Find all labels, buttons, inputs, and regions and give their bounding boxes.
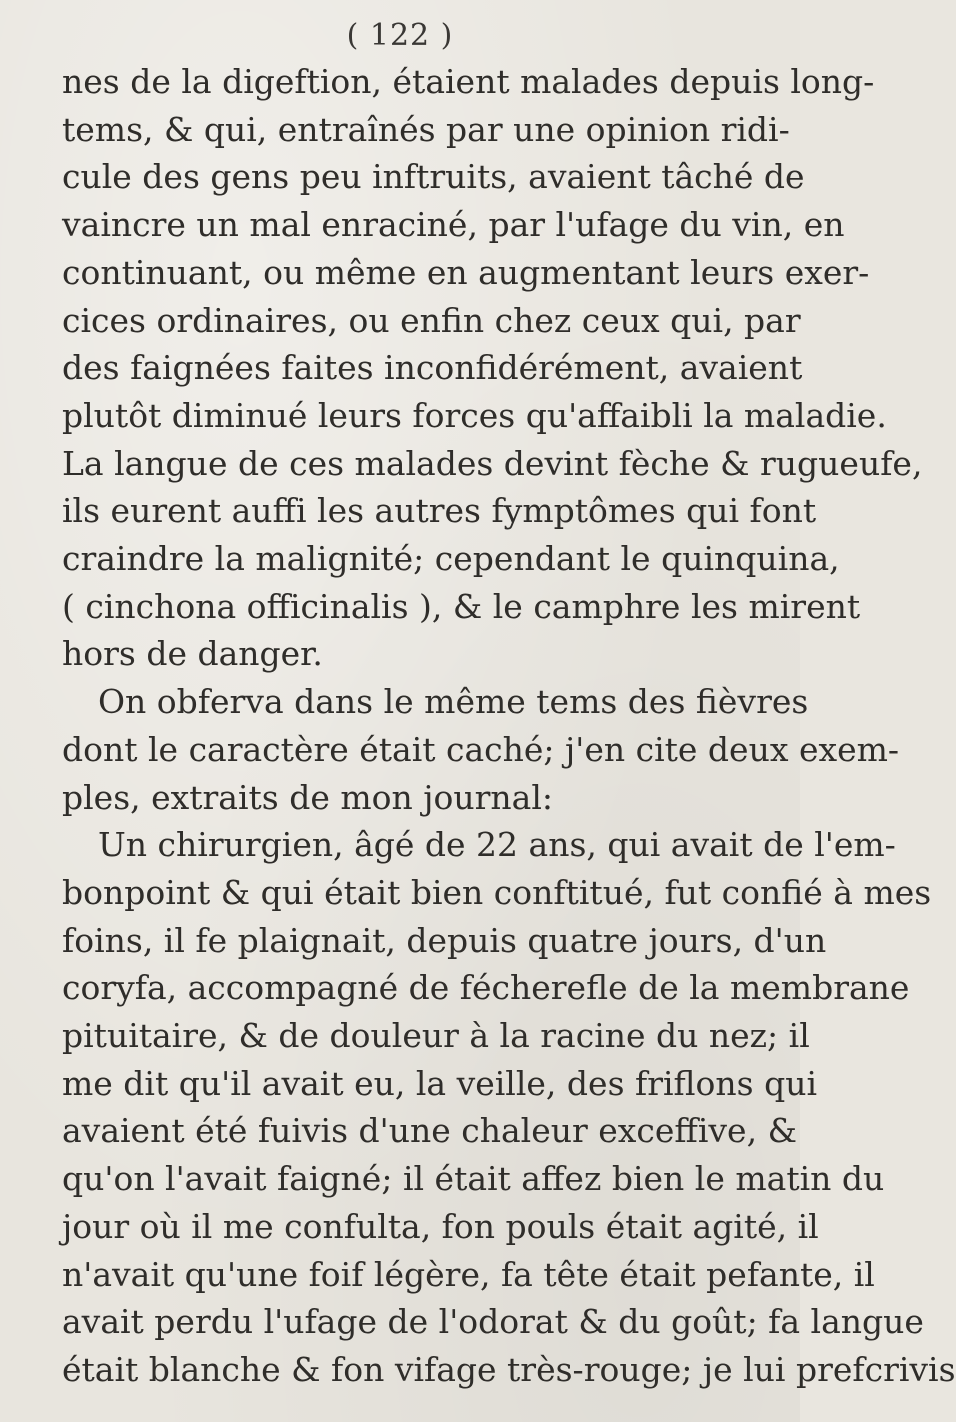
text-line: dont le caractère était caché; j'en cite deux exem-: [62, 730, 900, 769]
text-line: Un chirurgien, âgé de 22 ans, qui avait de l'em-: [98, 825, 896, 864]
text-line: bonpoint & qui était bien conftitué, fut confié à mes: [62, 873, 932, 912]
text-line: pituitaire, & de douleur à la racine du nez; il: [62, 1016, 810, 1055]
text-line: nes de la digeftion, étaient malades depuis long-: [62, 62, 875, 101]
text-line: foins, il fe plaignait, depuis quatre jours, d'un: [62, 921, 827, 960]
text-line: plutôt diminué leurs forces qu'affaibli la maladie.: [62, 396, 887, 435]
text-line: jour où il me confulta, fon pouls était agité, il: [62, 1207, 819, 1246]
text-line: ( cinchona officinalis ), & le camphre les mirent: [62, 587, 861, 626]
text-line: ples, extraits de mon journal:: [62, 778, 553, 817]
text-line: continuant, ou même en augmentant leurs exer-: [62, 253, 870, 292]
text-line: cices ordinaires, ou enfin chez ceux qui, par: [62, 301, 801, 340]
text-line: des faignées faites inconfidérément, avaient: [62, 348, 803, 387]
text-line: vaincre un mal enraciné, par l'ufage du vin, en: [62, 205, 845, 244]
text-line: ils eurent auffi les autres fymptômes qui font: [62, 491, 817, 530]
text-line: me dit qu'il avait eu, la veille, des friflons qui: [62, 1064, 818, 1103]
text-line: tems, & qui, entraînés par une opinion ridi-: [62, 110, 790, 149]
text-line: était blanche & fon vifage très-rouge; je lui prefcrivis: [62, 1350, 956, 1389]
text-line: hors de danger.: [62, 634, 323, 673]
text-line: La langue de ces malades devint fèche & rugueufe,: [62, 444, 923, 483]
text-line: avaient été fuivis d'une chaleur exceffive, &: [62, 1111, 797, 1150]
text-line: n'avait qu'une foif légère, fa tête était pefante, il: [62, 1255, 875, 1294]
text-line: coryfa, accompagné de fécherefle de la membrane: [62, 968, 910, 1007]
text-line: avait perdu l'ufage de l'odorat & du goût; fa langue: [62, 1302, 924, 1341]
page-number: ( 122 ): [346, 18, 454, 53]
text-line: cule des gens peu inftruits, avaient tâché de: [62, 157, 805, 196]
text-line: qu'on l'avait faigné; il était affez bien le matin du: [62, 1159, 885, 1198]
text-line: On obferva dans le même tems des fièvres: [98, 682, 809, 721]
text-line: craindre la malignité; cependant le quinquina,: [62, 539, 840, 578]
